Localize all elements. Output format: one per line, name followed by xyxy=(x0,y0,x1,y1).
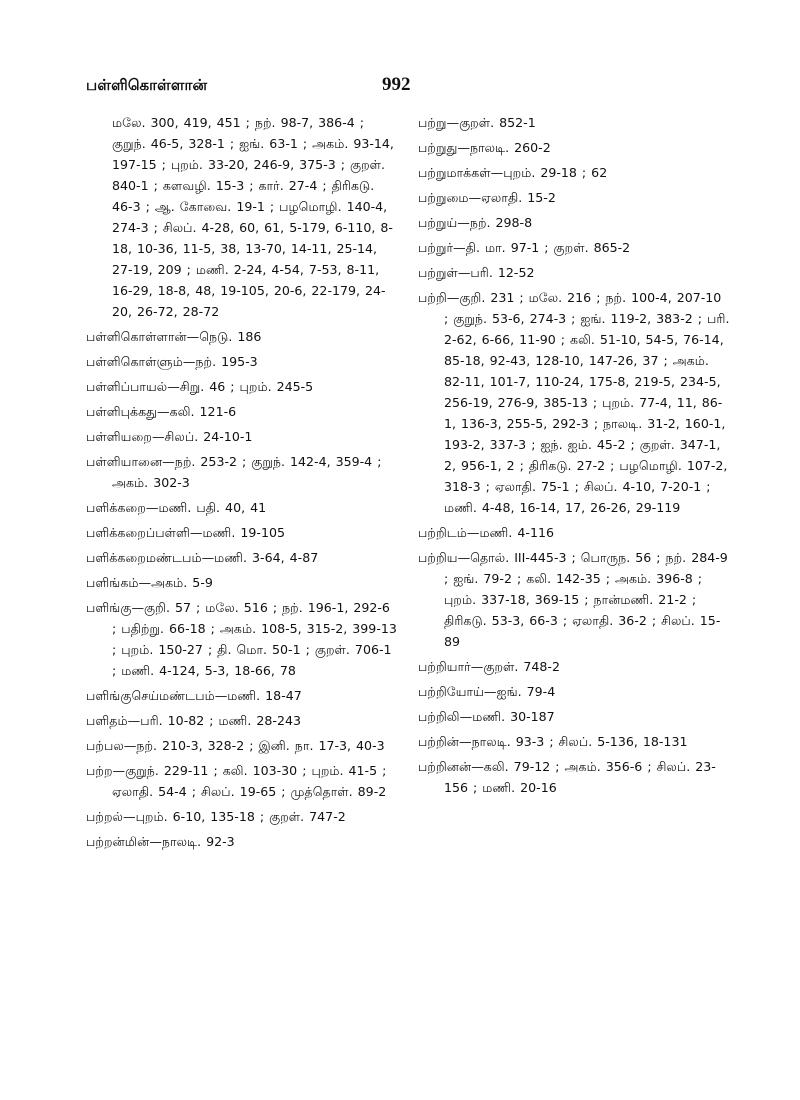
index-entry: பளிக்கறைமண்டபம்—மணி. 3-64, 4-87 xyxy=(86,550,319,565)
index-entry: பள்ளியறை—சிலப். 24-10-1 xyxy=(86,429,253,444)
index-entry: பற்பல—நற். 210-3, 328-2 ; இனி. நா. 17-3, 40-3 xyxy=(86,738,385,753)
index-entry: பற்ற—குறுந். 229-11 ; கலி. 103-30 ; புறம். 41-5 ; ஏலாதி. 54-4 ; சிலப். 19-65 ; முத்தொள். 89-2 xyxy=(86,763,387,799)
index-entry: பளிக்கறைப்பள்ளி—மணி. 19-105 xyxy=(86,525,285,540)
index-entry: பற்றியோய்—ஐங். 79-4 xyxy=(418,684,556,699)
index-entry: பற்றினன்—கலி. 79-12 ; அகம். 356-6 ; சிலப். 23-156 ; மணி. 20-16 xyxy=(418,759,716,795)
index-entry: பற்றிடம்—மணி. 4-116 xyxy=(418,525,554,540)
index-entry: பளிங்கம்—அகம். 5-9 xyxy=(86,575,213,590)
index-entry: பள்ளியானை—நற். 253-2 ; குறுந். 142-4, 359-4 ; அகம். 302-3 xyxy=(86,454,382,490)
index-entry-continuation: மலே. 300, 419, 451 ; நற். 98-7, 386-4 ; குறுந். 46-5, 328-1 ; ஐங். 63-1 ; அகம். 93-14, 197-15 ; புறம். 33-20, 246-9, 375-3 ; குறள். 840-1 ; களவழி. 15-3 ; கார். 27-4 ; திரிகடு. 46-3 ; ஆ. கோவை. 19-1 ; பழமொழி. 140-4, 274-3 ; சிலப். 4-28, 60, 61, 5-179, 6-110, 8-18, 10-36, 11-5, 38, 13-70, 14-11, 25-14, 27-19, 209 ; மணி. 2-24, 4-54, 7-53, 8-11, 16-29, 18-8, 48, 19-105, 20-6, 22-179, 24-20, 26-72, 28-72 xyxy=(112,115,394,319)
index-entry: பள்ளிகொள்ளும்—நற். 195-3 xyxy=(86,354,258,369)
index-entry: பற்றிலி—மணி. 30-187 xyxy=(418,709,555,724)
index-entry: பற்றிய—தொல். III-445-3 ; பொருந. 56 ; நற். 284-9 ; ஐங். 79-2 ; கலி. 142-35 ; அகம். 396-8 ; புறம். 337-18, 369-15 ; நான்மணி. 21-2 ; திரிகடு. 53-3, 66-3 ; ஏலாதி. 36-2 ; சிலப். 15-89 xyxy=(418,550,728,649)
page-number: 992 xyxy=(382,74,411,95)
index-entry: பள்ளிகொள்ளான்—நெடு. 186 xyxy=(86,329,262,344)
index-entry: பற்றன்மின்—நாலடி. 92-3 xyxy=(86,834,235,849)
index-entry: பள்ளிப்பாயல்—சிறு. 46 ; புறம். 245-5 xyxy=(86,379,314,394)
index-entry: பள்ளிபுக்கது—கலி. 121-6 xyxy=(86,404,237,419)
index-entry: பற்றின்—நாலடி. 93-3 ; சிலப். 5-136, 18-131 xyxy=(418,734,688,749)
index-entry: பற்றுர்—தி. மா. 97-1 ; குறள். 865-2 xyxy=(418,240,631,255)
index-entry: பற்றல்—புறம். 6-10, 135-18 ; குறள். 747-2 xyxy=(86,809,346,824)
index-entry: பற்றுமாக்கள்—புறம். 29-18 ; 62 xyxy=(418,165,608,180)
left-column xyxy=(86,112,398,856)
index-entry: பற்றுது—நாலடி. 260-2 xyxy=(418,140,551,155)
index-entry: பற்று—குறள். 852-1 xyxy=(418,115,536,130)
index-entry: பளிக்கறை—மணி. பதி. 40, 41 xyxy=(86,500,267,515)
index-entry: பற்றியார்—குறள். 748-2 xyxy=(418,659,560,674)
index-entry: பற்றுமை—ஏலாதி. 15-2 xyxy=(418,190,556,205)
running-headword: பள்ளிகொள்ளான் xyxy=(86,76,208,94)
index-entry: பளிதம்—பரி. 10-82 ; மணி. 28-243 xyxy=(86,713,301,728)
index-entry: பளிங்கு—குறி. 57 ; மலே. 516 ; நற். 196-1, 292-6 ; பதிற்று. 66-18 ; அகம். 108-5, 315-2, 399-13 ; புறம். 150-27 ; தி. மொ. 50-1 ; குறள். 706-1 ; மணி. 4-124, 5-3, 18-66, 78 xyxy=(86,600,397,678)
index-entry: பற்றுய்—நற். 298-8 xyxy=(418,215,533,230)
index-entry: பற்றுள்—பரி. 12-52 xyxy=(418,265,535,280)
index-entry: பற்றி—குறி. 231 ; மலே. 216 ; நற். 100-4, 207-10 ; குறுந். 53-6, 274-3 ; ஐங். 119-2, 383-2 ; பரி. 2-62, 6-66, 11-90 ; கலி. 51-10, 54-5, 76-14, 85-18, 92-43, 128-10, 147-26, 37 ; அகம். 82-11, 101-7, 110-24, 175-8, 219-5, 234-5, 256-19, 276-9, 385-13 ; புறம். 77-4, 11, 86-1, 136-3, 255-5, 292-3 ; நாலடி. 31-2, 160-1, 193-2, 337-3 ; ஐந். ஐம். 45-2 ; குறள். 347-1, 2, 956-1, 2 ; திரிகடு. 27-2 ; பழமொழி. 107-2, 318-3 ; ஏலாதி. 75-1 ; சிலப். 4-10, 7-20-1 ; மணி. 4-48, 16-14, 17, 26-26, 29-119 xyxy=(418,290,730,515)
right-column xyxy=(418,112,730,802)
index-entry: பளிங்குசெய்மண்டபம்—மணி. 18-47 xyxy=(86,688,302,703)
